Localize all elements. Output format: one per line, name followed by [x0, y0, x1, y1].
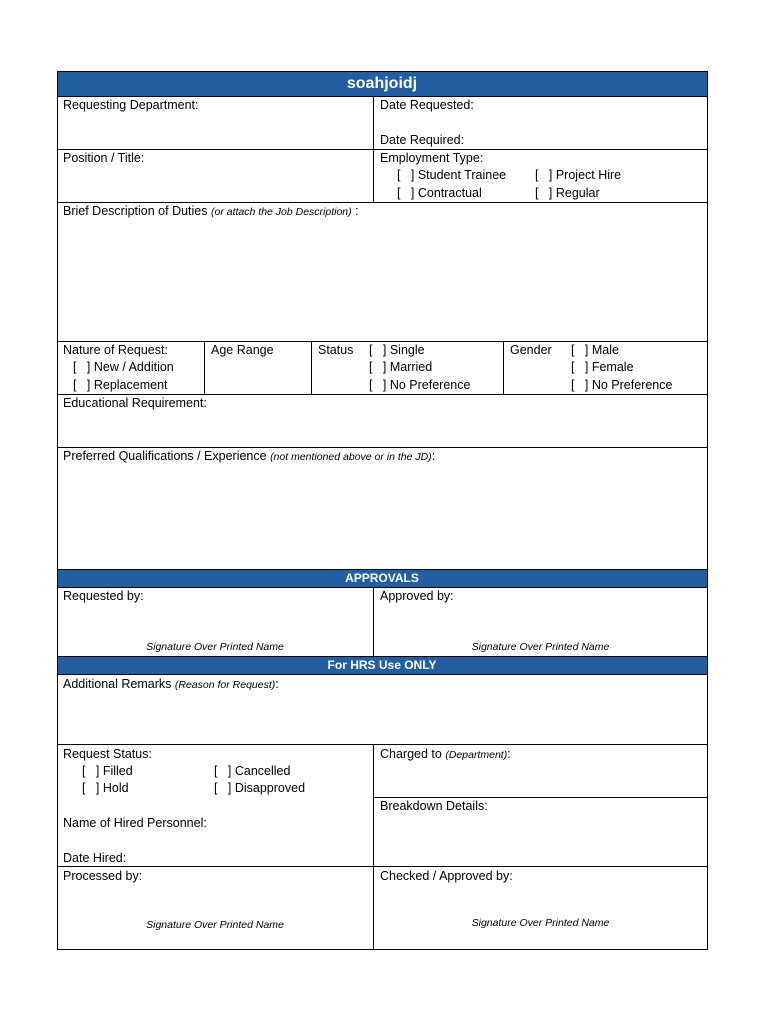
processed-by-field[interactable]: Processed by:	[63, 869, 143, 883]
checked-by-signature-caption: Signature Over Printed Name	[471, 917, 610, 929]
checkbox-replacement[interactable]: [ ] Replacement	[73, 378, 168, 392]
preferred-qualifications-label: Preferred Qualifications / Experience	[63, 449, 267, 463]
additional-remarks-field[interactable]	[63, 678, 279, 691]
column-divider	[311, 341, 312, 394]
checkbox-married[interactable]: [ ] Married	[369, 360, 433, 374]
age-range-field[interactable]: Age Range	[211, 343, 274, 357]
charged-to-field[interactable]	[380, 748, 511, 761]
rule	[57, 149, 708, 150]
rule	[57, 744, 708, 745]
checked-approved-by-field[interactable]: Checked / Approved by:	[380, 869, 513, 883]
approvals-header: APPROVALS	[57, 570, 707, 587]
checkbox-regular[interactable]: [ ] Regular	[535, 186, 600, 200]
approved-by-signature-caption: Signature Over Printed Name	[471, 641, 610, 653]
requested-by-field[interactable]: Requested by:	[63, 589, 144, 603]
rule	[57, 447, 708, 448]
requested-by-signature-caption: Signature Over Printed Name	[146, 641, 284, 653]
educational-requirement-field[interactable]: Educational Requirement:	[63, 396, 207, 410]
duties-field[interactable]	[63, 205, 359, 218]
status-label: Status	[318, 343, 354, 357]
additional-remarks-label: Additional Remarks	[63, 677, 172, 691]
employment-type-label: Employment Type:	[380, 151, 484, 165]
rule	[57, 394, 708, 395]
additional-remarks-suffix: :	[275, 677, 279, 691]
approved-by-field[interactable]: Approved by:	[380, 589, 454, 603]
request-status-label: Request Status:	[63, 747, 152, 761]
checkbox-disapproved[interactable]: [ ] Disapproved	[214, 781, 306, 795]
rule	[57, 866, 708, 867]
rule	[57, 587, 708, 588]
rule	[57, 656, 708, 657]
position-title-field[interactable]: Position / Title:	[63, 151, 145, 165]
checkbox-female[interactable]: [ ] Female	[571, 360, 634, 374]
date-hired-field[interactable]: Date Hired:	[63, 851, 127, 865]
column-divider	[503, 341, 504, 394]
duties-suffix: :	[351, 204, 359, 218]
rule	[374, 797, 708, 798]
form-title: soahjoidj	[57, 71, 707, 96]
preferred-qualifications-note: (not mentioned above or in the JD)	[270, 451, 432, 463]
column-divider	[204, 341, 205, 394]
hrs-use-header: For HRS Use ONLY	[57, 657, 707, 674]
charged-to-label: Charged to	[380, 747, 442, 761]
requesting-department-field[interactable]: Requesting Department:	[63, 98, 199, 112]
rule	[57, 96, 708, 97]
checkbox-student-trainee[interactable]: [ ] Student Trainee	[397, 168, 507, 182]
rule	[57, 341, 708, 342]
checkbox-filled[interactable]: [ ] Filled	[82, 764, 133, 778]
checkbox-project-hire[interactable]: [ ] Project Hire	[535, 168, 622, 182]
date-requested-field[interactable]: Date Requested:	[380, 98, 474, 112]
outer-border-top	[57, 71, 708, 72]
additional-remarks-note: (Reason for Request)	[174, 679, 276, 691]
duties-label: Brief Description of Duties	[63, 204, 208, 218]
preferred-qualifications-field[interactable]	[63, 450, 435, 463]
checkbox-contractual[interactable]: [ ] Contractual	[397, 186, 482, 200]
checkbox-male[interactable]: [ ] Male	[571, 343, 619, 357]
checkbox-status-no-preference[interactable]: [ ] No Preference	[369, 378, 471, 392]
preferred-qualifications-suffix: :	[431, 449, 436, 463]
checkbox-new-addition[interactable]: [ ] New / Addition	[73, 360, 174, 374]
charged-to-note: (Department)	[445, 749, 508, 761]
charged-to-suffix: :	[507, 747, 511, 761]
name-of-hired-personnel-field[interactable]: Name of Hired Personnel:	[63, 816, 207, 830]
rule	[57, 569, 708, 570]
rule	[57, 674, 708, 675]
checkbox-gender-no-preference[interactable]: [ ] No Preference	[571, 378, 673, 392]
date-required-field[interactable]: Date Required:	[380, 133, 465, 147]
duties-note: (or attach the Job Description)	[211, 206, 352, 218]
processed-by-signature-caption: Signature Over Printed Name	[146, 919, 284, 931]
checkbox-hold[interactable]: [ ] Hold	[82, 781, 129, 795]
nature-of-request-label: Nature of Request:	[63, 343, 168, 357]
checkbox-single[interactable]: [ ] Single	[369, 343, 425, 357]
outer-border-bottom	[57, 949, 708, 950]
column-divider	[373, 96, 374, 202]
rule	[57, 202, 708, 203]
breakdown-details-field[interactable]: Breakdown Details:	[380, 799, 488, 813]
gender-label: Gender	[510, 343, 552, 357]
checkbox-cancelled[interactable]: [ ] Cancelled	[214, 764, 291, 778]
